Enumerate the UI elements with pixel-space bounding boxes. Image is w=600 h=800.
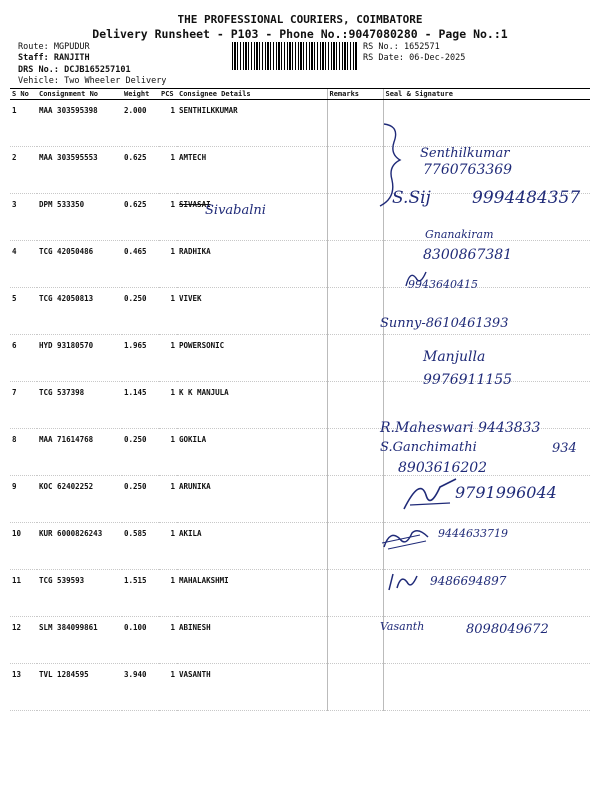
cell-consignment: TCG 42050486	[37, 241, 122, 288]
cell-consignment: DPM 533350	[37, 194, 122, 241]
handwritten-name-3: Sivabalni	[205, 203, 266, 218]
col-weight: Weight	[122, 89, 159, 100]
cell-consignment: SLM 384099861	[37, 617, 122, 664]
cell-signature	[383, 100, 590, 147]
vehicle-label: Vehicle:	[18, 76, 59, 86]
cell-sno: 12	[10, 617, 37, 664]
cell-consignment: TCG 537398	[37, 382, 122, 429]
cell-consignment: KUR 6000826243	[37, 523, 122, 570]
cell-weight: 0.625	[122, 194, 159, 241]
cell-weight: 2.000	[122, 100, 159, 147]
cell-pcs: 1	[159, 241, 177, 288]
handwritten-phone-11: 9444633719	[438, 527, 508, 540]
rs-no-line	[363, 42, 440, 52]
handwritten-name-7: Manjulla	[423, 349, 486, 365]
cell-sno: 8	[10, 429, 37, 476]
runsheet-heading: Delivery Runsheet - P103 - Phone No.:9047080280 - Page No.:1	[92, 27, 508, 41]
cell-sno: 13	[10, 664, 37, 711]
cell-sno: 4	[10, 241, 37, 288]
cell-weight: 1.965	[122, 335, 159, 382]
cell-consignee: ABINESH	[177, 617, 327, 664]
cell-pcs: 1	[159, 570, 177, 617]
table-row	[10, 664, 590, 711]
col-remarks: Remarks	[327, 89, 383, 100]
cell-consignment: MAA 303595398	[37, 100, 122, 147]
cell-sno: 6	[10, 335, 37, 382]
cell-consignee: VIVEK	[177, 288, 327, 335]
cell-remarks	[327, 382, 383, 429]
cell-remarks	[327, 570, 383, 617]
staff-label: Staff:	[18, 53, 49, 63]
cell-consignee: AKILA	[177, 523, 327, 570]
table-row	[10, 100, 590, 147]
cell-sno: 9	[10, 476, 37, 523]
cell-remarks	[327, 100, 383, 147]
cell-consignee: GOKILA	[177, 429, 327, 476]
cell-weight: 3.940	[122, 664, 159, 711]
vehicle-line	[18, 76, 166, 86]
handwritten-sign-3: S.Sij	[392, 188, 431, 208]
signature-scribble-10	[400, 475, 460, 515]
cell-remarks	[327, 617, 383, 664]
cell-remarks	[327, 429, 383, 476]
cell-remarks	[327, 664, 383, 711]
cell-weight: 0.585	[122, 523, 159, 570]
col-pcs: PCS	[159, 89, 177, 100]
cell-weight: 0.250	[122, 288, 159, 335]
cell-remarks	[327, 476, 383, 523]
cell-consignment: TCG 42050813	[37, 288, 122, 335]
cell-pcs: 1	[159, 429, 177, 476]
rs-date-value: 06-Dec-2025	[409, 53, 466, 63]
table-header-row	[10, 89, 590, 100]
cell-sno: 11	[10, 570, 37, 617]
rs-date-line	[363, 53, 465, 63]
route-value: MGPUDUR	[53, 42, 90, 52]
drs-label: DRS No.:	[18, 65, 59, 75]
cell-consignee: RADHIKA	[177, 241, 327, 288]
staff-line	[18, 53, 90, 63]
cell-weight: 0.465	[122, 241, 159, 288]
cell-pcs: 1	[159, 335, 177, 382]
cell-sno: 5	[10, 288, 37, 335]
cell-sno: 10	[10, 523, 37, 570]
cell-pcs: 1	[159, 664, 177, 711]
cell-remarks	[327, 523, 383, 570]
drs-value: DCJB165257101	[64, 65, 131, 75]
col-consignee: Consignee Details	[177, 89, 327, 100]
handwritten-phone-4: 8300867381	[423, 247, 513, 263]
company-title: THE PROFESSIONAL COURIERS, COIMBATORE	[177, 13, 423, 26]
cell-pcs: 1	[159, 617, 177, 664]
cell-weight: 1.515	[122, 570, 159, 617]
cell-sno: 2	[10, 147, 37, 194]
cell-consignee: SIVASAI	[177, 194, 327, 241]
cell-remarks	[327, 335, 383, 382]
rs-date-label: RS Date:	[363, 53, 404, 63]
cell-consignment: MAA 303595553	[37, 147, 122, 194]
cell-consignee: AMTECH	[177, 147, 327, 194]
handwritten-name-4: Gnanakiram	[425, 228, 494, 241]
cell-consignment: KOC 62402252	[37, 476, 122, 523]
cell-remarks	[327, 194, 383, 241]
handwritten-name-9b: S.Ganchimathi	[380, 440, 477, 455]
cell-signature	[383, 664, 590, 711]
cell-pcs: 1	[159, 100, 177, 147]
handwritten-phone-10b: 9791996044	[455, 483, 557, 502]
handwritten-sign-9: R.Maheswari 9443833	[380, 420, 541, 436]
handwritten-phone-1: 7760763369	[423, 162, 513, 178]
cell-sno: 7	[10, 382, 37, 429]
cell-pcs: 1	[159, 288, 177, 335]
route-label: Route:	[18, 42, 49, 52]
cell-weight: 1.145	[122, 382, 159, 429]
cell-consignment: MAA 71614768	[37, 429, 122, 476]
handwritten-phone-13: 8098049672	[466, 622, 549, 637]
cell-sno: 1	[10, 100, 37, 147]
signature-scribble-11	[380, 525, 432, 553]
handwritten-phone-7: 9976911155	[423, 372, 513, 388]
cell-consignment: TCG 539593	[37, 570, 122, 617]
cell-consignee: K K MANJULA	[177, 382, 327, 429]
cell-consignee: MAHALAKSHMI	[177, 570, 327, 617]
handwritten-phone-3: 9994484357	[472, 188, 581, 208]
handwritten-phone-5: 9943640415	[408, 278, 478, 291]
cell-pcs: 1	[159, 194, 177, 241]
cell-consignment: HYD 93180570	[37, 335, 122, 382]
cell-weight: 0.625	[122, 147, 159, 194]
cell-pcs: 1	[159, 523, 177, 570]
cell-remarks	[327, 147, 383, 194]
col-consignment: Consignment No	[37, 89, 122, 100]
cell-consignee: POWERSONIC	[177, 335, 327, 382]
cell-pcs: 1	[159, 382, 177, 429]
runsheet-table	[10, 88, 590, 711]
col-sno: S No	[10, 89, 37, 100]
cell-pcs: 1	[159, 147, 177, 194]
cell-consignee: ARUNIKA	[177, 476, 327, 523]
cell-remarks	[327, 241, 383, 288]
vehicle-value: Two Wheeler Delivery	[64, 76, 167, 86]
route-line	[18, 42, 90, 52]
cell-sno: 3	[10, 194, 37, 241]
barcode	[232, 42, 358, 70]
handwritten-phone-12: 9486694897	[430, 574, 507, 588]
cell-consignee: VASANTH	[177, 664, 327, 711]
staff-value: RANJITH	[53, 53, 90, 63]
handwritten-name-1: Senthilkumar	[420, 146, 510, 161]
cell-pcs: 1	[159, 476, 177, 523]
drs-line	[18, 65, 131, 75]
cell-weight: 0.100	[122, 617, 159, 664]
handwritten-name-13: Vasanth	[380, 620, 425, 633]
signature-scribble-5	[402, 268, 430, 290]
col-signature: Seal & Signature	[383, 89, 590, 100]
cell-consignee: SENTHILKKUMAR	[177, 100, 327, 147]
rs-no-label: RS No.:	[363, 42, 399, 52]
handwritten-phone-10: 8903616202	[398, 460, 488, 476]
rs-no-value: 1652571	[403, 42, 440, 52]
handwritten-sign-6: Sunny-8610461393	[380, 316, 509, 331]
signature-scribble-12	[385, 570, 425, 594]
cell-weight: 0.250	[122, 429, 159, 476]
cell-weight: 0.250	[122, 476, 159, 523]
cell-consignment: TVL 1284595	[37, 664, 122, 711]
handwritten-phone-9b: 934	[552, 441, 577, 456]
cell-remarks	[327, 288, 383, 335]
